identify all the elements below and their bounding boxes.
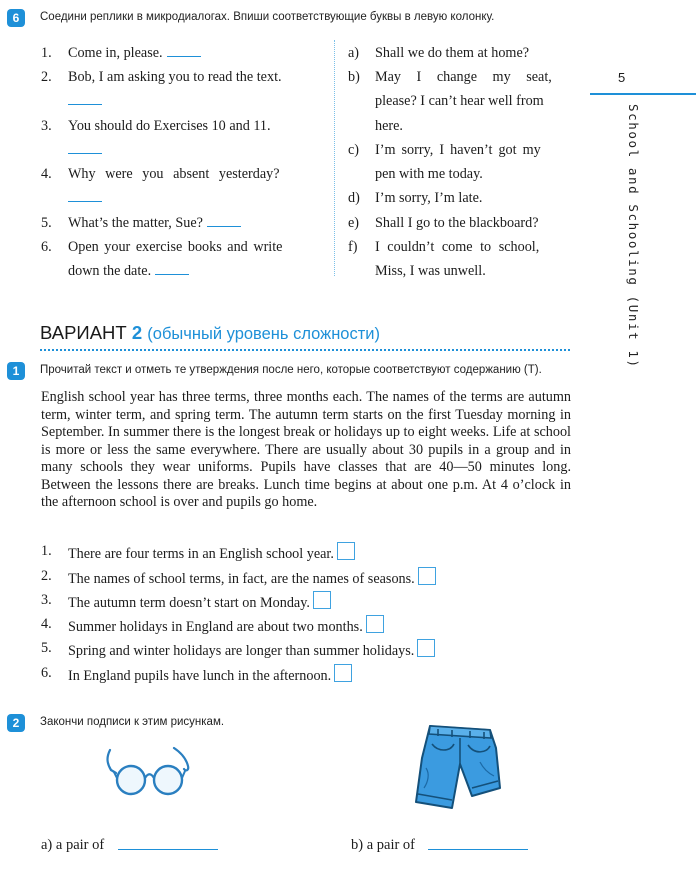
variant-label: ВАРИАНТ bbox=[40, 322, 127, 343]
page-number: 5 bbox=[618, 70, 626, 85]
caption-b: b) a pair of bbox=[351, 837, 416, 853]
checkbox-icon[interactable] bbox=[337, 542, 355, 560]
unit-title: School and Schooling (Unit 1) bbox=[626, 104, 641, 369]
statement-6: In England pupils have lunch in the afternoon. bbox=[68, 664, 352, 685]
dialog-line-2: Bob, I am asking you to read the text. bbox=[68, 69, 282, 85]
reply-a: Shall we do them at home? bbox=[375, 45, 530, 61]
reply-b: May I change my seat, bbox=[375, 69, 552, 85]
answer-blank[interactable] bbox=[68, 92, 102, 105]
reply-e: Shall I go to the blackboard? bbox=[375, 215, 539, 231]
statement-3: The autumn term doesn’t start on Monday. bbox=[68, 591, 331, 612]
item-number: 6. bbox=[41, 239, 52, 255]
dialog-line-6: Open your exercise books and write bbox=[68, 239, 283, 255]
answer-blank[interactable] bbox=[207, 214, 241, 227]
reply-letter: d) bbox=[348, 190, 360, 206]
reply-f-line2: Miss, I was unwell. bbox=[375, 263, 486, 279]
item-number: 5. bbox=[41, 215, 52, 231]
reply-letter: a) bbox=[348, 45, 360, 61]
statement-1: There are four terms in an English school year. bbox=[68, 542, 355, 563]
dialog-line-5: What’s the matter, Sue? bbox=[68, 214, 241, 232]
item-number: 4. bbox=[41, 166, 52, 182]
answer-row bbox=[68, 92, 102, 110]
item-number: 4. bbox=[41, 616, 52, 632]
item-number: 1. bbox=[41, 45, 52, 61]
statement-4: Summer holidays in England are about two months. bbox=[68, 615, 384, 636]
answer-blank[interactable] bbox=[155, 262, 189, 275]
reply-letter: f) bbox=[348, 239, 358, 255]
dialog-line-1: Come in, please. bbox=[68, 44, 201, 62]
statement-5: Spring and winter holidays are longer than summer holidays. bbox=[68, 639, 435, 660]
caption-b-blank[interactable] bbox=[428, 848, 528, 850]
reply-c-line2: pen with me today. bbox=[375, 166, 483, 182]
checkbox-icon[interactable] bbox=[366, 615, 384, 633]
reply-b-line2: please? I can’t hear well from bbox=[375, 93, 544, 109]
answer-blank[interactable] bbox=[167, 44, 201, 57]
answer-row bbox=[68, 189, 102, 207]
checkbox-icon[interactable] bbox=[418, 567, 436, 585]
item-number: 2. bbox=[41, 568, 52, 584]
task1-badge: 1 bbox=[7, 362, 25, 380]
dialog-line-6-cont: down the date. bbox=[68, 262, 189, 280]
checkbox-icon[interactable] bbox=[417, 639, 435, 657]
item-number: 1. bbox=[41, 543, 52, 559]
statement-2: The names of school terms, in fact, are the names of seasons. bbox=[68, 567, 436, 588]
item-number: 2. bbox=[41, 69, 52, 85]
reply-d: I’m sorry, I’m late. bbox=[375, 190, 483, 206]
reply-c: I’m sorry, I haven’t got my bbox=[375, 142, 541, 158]
answer-blank[interactable] bbox=[68, 189, 102, 202]
reply-letter: b) bbox=[348, 69, 360, 85]
variant-level: (обычный уровень сложности) bbox=[147, 325, 380, 343]
sidebar-rule bbox=[590, 93, 696, 95]
item-number: 6. bbox=[41, 665, 52, 681]
reply-b-line3: here. bbox=[375, 118, 403, 134]
answer-blank[interactable] bbox=[68, 141, 102, 154]
glasses-icon bbox=[102, 742, 202, 798]
task6-instruction: Соедини реплики в микродиалогах. Впиши соответствующие буквы в левую колонку. bbox=[40, 11, 495, 23]
task2-badge: 2 bbox=[7, 714, 25, 732]
checkbox-icon[interactable] bbox=[334, 664, 352, 682]
answer-row bbox=[68, 141, 102, 159]
variant-number: 2 bbox=[131, 322, 143, 343]
reply-f: I couldn’t come to school, bbox=[375, 239, 540, 255]
dotted-divider bbox=[40, 349, 570, 351]
checkbox-icon[interactable] bbox=[313, 591, 331, 609]
item-number: 3. bbox=[41, 118, 52, 134]
dialog-line-3: You should do Exercises 10 and 11. bbox=[68, 118, 271, 134]
reply-letter: c) bbox=[348, 142, 360, 158]
reading-text: English school year has three terms, three months each. The names of the terms are autumn term, winter term, and spring term. The autumn term starts on the first Tuesday morning in September. In summer there is the longest break or holidays up to eight weeks. Life at school is more or less the same everywhere. There are usually about 30 pupils in a group and in many schools they wear uniforms. Pupils have classes that are 40—50 minutes long. Between the lessons there are breaks. Lunch time begins at about one p.m. At 4 o’clock in the afternoon school is over and pupils go home. bbox=[41, 389, 571, 510]
task6-badge: 6 bbox=[7, 9, 25, 27]
task1-instruction: Прочитай текст и отметь те утверждения после него, которые соответствуют содержанию (T). bbox=[40, 364, 542, 376]
dialog-line-4: Why were you absent yesterday? bbox=[68, 166, 280, 182]
shorts-icon bbox=[408, 718, 504, 822]
item-number: 5. bbox=[41, 640, 52, 656]
variant-heading bbox=[40, 322, 380, 344]
reply-letter: e) bbox=[348, 215, 360, 231]
item-number: 3. bbox=[41, 592, 52, 608]
task2-instruction: Закончи подписи к этим рисункам. bbox=[40, 716, 225, 728]
caption-a-blank[interactable] bbox=[118, 848, 218, 850]
column-divider bbox=[334, 40, 335, 276]
caption-a: a) a pair of bbox=[41, 837, 105, 853]
